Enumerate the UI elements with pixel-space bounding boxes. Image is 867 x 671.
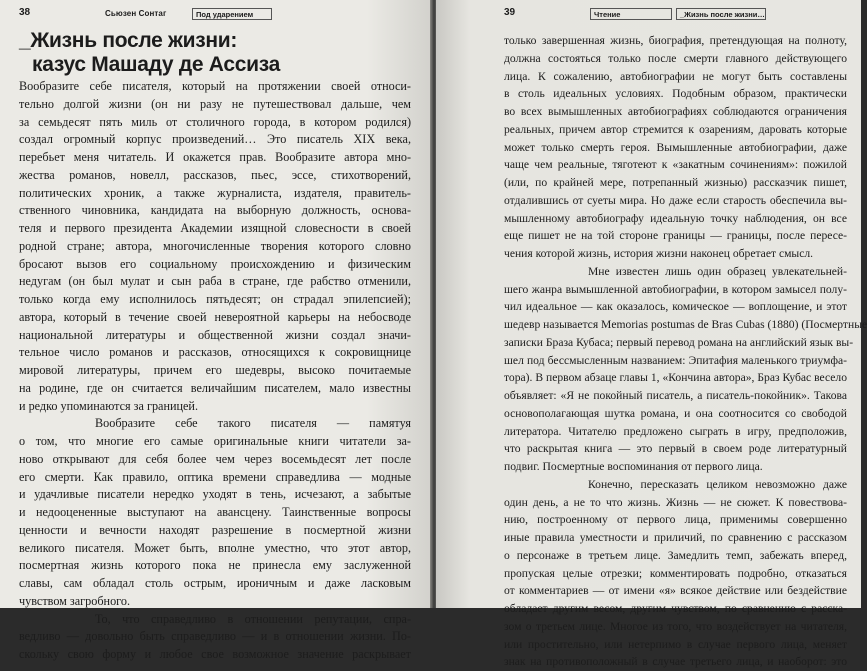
chapter-title: [19, 29, 419, 77]
text-line: зом о третьем лице. Многое из того, что воздействует на читателя,: [504, 619, 847, 633]
text-line: шедевр называется Memorias postumas de Bras Cubas (1880) (Посмертные: [504, 318, 867, 331]
section-tag-reading: Чтение: [590, 8, 672, 20]
text-line: во всех вымышленных автобиографиях соблюдаются ограничения: [504, 105, 847, 118]
text-line: славы, сам обладал столь острым, ироничным и даже ласковым: [19, 576, 411, 590]
text-line: теля и первого президента Академии изящной словесности в своей: [19, 221, 411, 235]
text-line: о том, что многие его самые оригинальные книги читатели за-: [19, 434, 411, 448]
right-page: [436, 0, 867, 669]
text-line: объявляет: «Я не покойный писатель, а писатель-покойник». Такова: [504, 389, 847, 402]
text-line: и недооцененные выступают на авансцену. Таинственные вопросы: [19, 505, 411, 519]
text-line: на родине, где он считается величайшим писателем, мало известны: [19, 380, 411, 395]
text-line: еще пишет не на той стороне границы — границы, после пересе-: [504, 229, 847, 243]
text-line: перебьет меня читатель. И окажется прав. Вообразите автора мно-: [19, 150, 411, 164]
text-line: недугам (он был мулат и сын раба в стране, где рабство отменили,: [19, 274, 411, 289]
text-line: отдалившись от суеты мира. Но даже если старость обеспечила вы-: [504, 193, 847, 207]
text-line: посмертная жизнь которого пока не принесла ему заслуженной: [19, 558, 411, 573]
text-line: только когда ему исполнилось пятьдесят; он страдал эпилепсией);: [19, 292, 411, 306]
text-line: ственного чиновника, кандидата на выборную должность, основа-: [19, 203, 411, 218]
text-line: подвиг. Посмертные воспоминания от первого лица.: [504, 460, 763, 473]
text-line: один день, а не то что жизнь. Жизнь — не сюжет. К повествова-: [504, 495, 847, 509]
right-body-text: [504, 32, 867, 671]
text-line: за семьдесят пять миль от столичного города, в котором родился): [19, 114, 411, 129]
text-line: национальной литературы и общественной жизни создал значи-: [19, 327, 411, 342]
text-line: То, что справедливо в отношении репутации, спра-: [95, 611, 411, 626]
text-line: ценности и вечности находят разрешение в посмертной жизни: [19, 522, 411, 537]
left-page-number: 38: [19, 7, 31, 18]
text-line: и редко упоминаются за границей.: [19, 398, 198, 413]
text-line: что раскрытая книга — это первый в своем роде литературный: [504, 442, 847, 456]
text-line: и удачливые писатели нередко уходят в тень, исчезают, а забытые: [19, 487, 411, 502]
text-line: от комментариев — от имени «я» всякое действие или бездействие: [504, 584, 847, 598]
text-line: мышленному автобиографу идеальную точку наблюдения, он все: [504, 211, 847, 225]
text-line: чаще чем реальные, тяготеют к «закатным сочинениям»: пожилой: [504, 158, 847, 172]
text-line: шего жанра вымышленной автобиографии, в котором замысел полу-: [504, 282, 847, 296]
text-line: мировой литературы, причем его шедевры, высоко почитаемые: [19, 363, 411, 377]
text-line: жества романов, новелл, рассказов, пьес, эссе, стихотворений,: [19, 167, 411, 182]
text-line: шел под бессмысленным названием: Эпитафия маленького триумфа-: [504, 353, 847, 367]
right-page-number: 39: [504, 7, 516, 18]
text-line: только завершенная жизнь, биография, претендующая на полноту,: [504, 34, 847, 47]
text-line: лица. К сожалению, автобиографии не могут быть составлены: [504, 69, 847, 83]
text-line: обладает другим весом, другим чувством, по сравнению с расска-: [504, 602, 847, 615]
text-line: должна состояться только после смерти главного действующего: [504, 51, 847, 65]
text-line: Вообразите себе такого писателя — памятуя: [95, 416, 411, 431]
text-line: иные правила уместности и приличий, по сравнению с рассказом: [504, 531, 847, 544]
text-line: реальных, причем автор стремится к озарениям, даровать которые: [504, 122, 847, 136]
left-body-text: [19, 78, 411, 664]
text-line: знак на противоположный в случае третьего лица, и наоборот: это: [504, 655, 847, 669]
text-line: ново открывают для себя более чем через восемьдесят лет после: [19, 451, 411, 466]
text-line: создал огромный корпус произведений… Это писатель XIX века,: [19, 132, 411, 147]
chapter-title-line-1: _Жизнь после жизни:: [19, 29, 238, 52]
text-line: Конечно, пересказать целиком невозможно даже: [588, 477, 847, 491]
chapter-title-line-2: казус Машаду де Ассиза: [32, 53, 280, 76]
text-line: тельное число романов и рассказов, относящихся к сокровищнице: [19, 345, 411, 360]
text-line: или простительно, или нетерпимо в случае первого лица, меняет: [504, 637, 847, 651]
text-line: основополагающая шутка романа, и она соотносится со свободой: [504, 406, 847, 420]
text-line: Вообразите себе писателя, который на протяжении своей относи-: [19, 79, 411, 93]
text-line: (или, по крайней мере, потрепанный жизнью) рассказчик пишет,: [504, 176, 847, 189]
text-line: записки Браза Кубаса; первый перевод романа на английский язык вы-: [504, 335, 854, 349]
text-line: чувством загробного.: [19, 593, 130, 608]
running-head-author: Сьюзен Сонтаг: [105, 9, 167, 18]
section-tag: Под ударением: [192, 8, 272, 20]
text-line: о персонаже в третьем лице. Замедлить темп, забежать вперед,: [504, 548, 847, 562]
text-line: родной стране; автора, многочисленные творения которого словно: [19, 238, 411, 253]
text-line: Мне известен лишь один образец увлекательней-: [588, 264, 847, 278]
text-line: скольку свою форму и любое свое возможное значение раскрывает: [19, 647, 411, 661]
text-line: автора, который в течение своей невероятной карьеры на небосводе: [19, 309, 411, 324]
text-line: бросают вызов его социальному происхождению и физическим: [19, 256, 411, 271]
text-line: чения которой жизнь, история жизни наконец обретает смысл.: [504, 247, 814, 260]
text-line: великого писателя. Может быть, вполне уместно, что этот автор,: [19, 540, 411, 555]
text-line: пропуская целые отрезки; комментировать подробно, отказаться: [504, 566, 847, 580]
text-line: в столь идеальных условиях. Подобным образом, практически: [504, 87, 847, 101]
text-line: литератора. Читателю предложено сыграть в игру, предположив,: [504, 424, 847, 438]
text-line: может только смерть героя. Вымышленные автобиографии, даже: [504, 140, 847, 154]
text-line: его смерти. Как правило, оптика времени справедлива — модные: [19, 469, 411, 484]
left-page: [0, 0, 432, 661]
text-line: политических хроник, а также журналиста, издателя, правитель-: [19, 185, 411, 200]
text-line: нию, построенному от первого лица, применимы совершенно: [504, 513, 847, 527]
text-line: чил идеальное — как оказалось, комическое — воплощение, и этот: [504, 300, 847, 314]
text-line: тельно долгой жизни (он ни разу не путешествовал дальше, чем: [19, 96, 411, 111]
text-line: ведливо — довольно быть справедливо — и в отношении жизни. По-: [19, 629, 411, 644]
text-line: тора). В первом абзаце главы 1, «Кончина автора», Браз Кубас весело: [504, 371, 847, 385]
section-tag-chapter: _Жизнь после жизни…: [676, 8, 766, 20]
